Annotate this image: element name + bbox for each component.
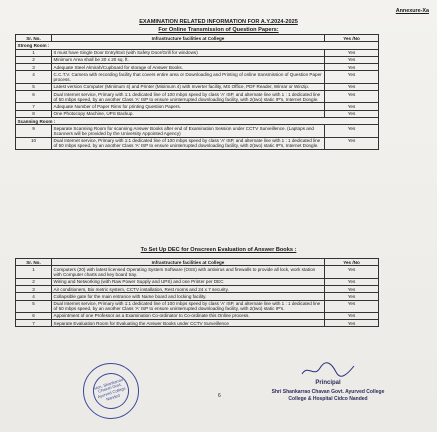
sr-no-cell: 2 (16, 278, 52, 285)
sr-no-cell: 10 (16, 137, 52, 149)
table-header-row (16, 35, 379, 42)
yes-no-cell: Yes (325, 293, 379, 300)
yes-no-cell: Yes (325, 320, 379, 327)
yes-no-cell: Yes (325, 103, 379, 110)
yes-no-cell: Yes (325, 300, 379, 312)
header-yes-no: Yes /No (325, 35, 379, 42)
yes-no-cell: Yes (325, 137, 379, 149)
facility-text-cell: Appointment of one Professor as a Examination Co-ordinator to Co-ordinate this Online process. (52, 312, 325, 319)
sr-no-cell: 3 (16, 285, 52, 292)
document-title: EXAMINATION RELATED INFORMATION FOR A.Y.2024-2025 (139, 19, 298, 25)
facility-text-cell: Wiring and Networking (with Raw Power Supply and UPS) and one Printer per DEC (52, 278, 325, 285)
sr-no-cell: 9 (16, 125, 52, 137)
yes-no-cell: Yes (325, 312, 379, 319)
table-row (16, 110, 379, 117)
facility-text-cell: Latest version Computer (Minimum 4) and Printer (Minimum 4) with Inverter facility, MS Office, PDF Reader, Winrar or Winzip. (52, 83, 325, 90)
section-row-scanning-room (16, 118, 379, 125)
facility-text-cell: Dual Internet service, Primary with 1:1 dedicated line of 100 mbps speed by class 'A' ISP, and alternate line with 1 : 1 dedicated line of 50 mbps speed, by an another Class 'A' ISP to ensure uninterrupted downloading facility, with 2(two) static IP's, Internet Dongle. (52, 91, 325, 103)
table-row (16, 293, 379, 300)
sr-no-cell: 2 (16, 56, 52, 63)
annexure-label: Annexure-Xa (395, 8, 429, 14)
yes-no-cell: Yes (325, 91, 379, 103)
sr-no-cell: 3 (16, 64, 52, 71)
dec-table (15, 258, 379, 327)
yes-no-cell: Yes (325, 285, 379, 292)
facility-text-cell: Adequate Number of Paper Rims for printing Question Papers. (52, 103, 325, 110)
seal-text: Hon. Shankarrao Chavan Govt. Ayurved College Nanded (88, 368, 133, 413)
table-row (16, 56, 379, 63)
sr-no-cell: 4 (16, 71, 52, 83)
facility-text-cell: It must have Single Door Entry/Exit (with Safety Door/Grill for windows) (52, 49, 325, 56)
yes-no-cell: Yes (325, 64, 379, 71)
facility-text-cell: Air conditioners, Bio metric system, CCTV installation, Rest rooms and 24 x 7 security. (52, 285, 325, 292)
header-sr-no: Sr. No. (16, 259, 52, 266)
sr-no-cell: 8 (16, 110, 52, 117)
yes-no-cell: Yes (325, 125, 379, 137)
header-sr-no: Sr. No. (16, 35, 52, 42)
section-label: Strong Room : (16, 42, 379, 49)
table-row (16, 125, 379, 137)
facility-text-cell: Minimum Area shall be 20 x 20 sq. ft. (52, 56, 325, 63)
section-row-strong-room (16, 42, 379, 49)
sr-no-cell: 5 (16, 83, 52, 90)
facility-text-cell: Dual Internet service, Primary with 1:1 dedicated line of 100 mbps speed by class 'A' ISP, and alternate line with 1 : 1 dedicated line of 50 mbps speed, by an another Class 'A' ISP to ensure uninterrupted downloading facility, with 2(two) static IP's, Internet Dongle. (52, 137, 325, 149)
facility-text-cell: Computers (20) with latest licensed Operating System Software (OSS) with antivirus and firewalls to provide all lock, work station with Computer charts and key board tray. (52, 266, 325, 278)
yes-no-cell: Yes (325, 49, 379, 56)
document-subtitle: For Online Transmission of Question Papers: (158, 27, 279, 33)
facility-text-cell: Dual Internet service, Primary with 1:1 dedicated line of 100 mbps speed by class 'A' ISP, and alternate line with 1 : 1 dedicated line of 50 mbps speed, by an another Class 'A' ISP to ensure uninterrupted downloading facility, with 2(two) static IP's. (52, 300, 325, 312)
strong-room-table (15, 34, 379, 150)
table-row (16, 103, 379, 110)
yes-no-cell: Yes (325, 110, 379, 117)
table-row (16, 64, 379, 71)
section-label: Scanning Room : (16, 118, 379, 125)
institution-line-2: College & Hospital Cidco Nanded (288, 396, 368, 402)
facility-text-cell: Adequate Steel Almirah/Cupboard for storage of Answer Books. (52, 64, 325, 71)
signature-block (258, 360, 398, 420)
yes-no-cell: Yes (325, 83, 379, 90)
page-number: 6 (218, 393, 221, 399)
sr-no-cell: 1 (16, 266, 52, 278)
facility-text-cell: C.C.T.V. Camera with recording facility that covers entire area or Downloading and Printing of online transmission of Question Paper process. (52, 71, 325, 83)
header-facilities: Infrastructure facilities at College (52, 35, 325, 42)
table-row (16, 83, 379, 90)
table-row (16, 300, 379, 312)
table-row (16, 49, 379, 56)
sr-no-cell: 1 (16, 49, 52, 56)
table-row (16, 137, 379, 149)
sr-no-cell: 6 (16, 91, 52, 103)
principal-title: Principal (315, 380, 341, 386)
yes-no-cell: Yes (325, 56, 379, 63)
table-row (16, 312, 379, 319)
facility-text-cell: One Photocopy Machine, UPS Backup. (52, 110, 325, 117)
dec-subtitle: To Set Up DEC for Onscreen Evaluation of Answer Books : (140, 247, 297, 253)
facility-text-cell: Separate Evaluation Room for Evaluating the Answer Books under CCTV Surveillence (52, 320, 325, 327)
sr-no-cell: 5 (16, 300, 52, 312)
header-yes-no: Yes /No (325, 259, 379, 266)
yes-no-cell: Yes (325, 278, 379, 285)
facility-text-cell: Separate Scanning Room for scanning Answer Books after end of Examination Session under CCTV Surveillence. (Laptops and Scanners will be provided by the University Appointed Agency) (52, 125, 325, 137)
sr-no-cell: 7 (16, 103, 52, 110)
table-row (16, 71, 379, 83)
facility-text-cell: Collapsible gate for the main entrance with Name board and locking facility. (52, 293, 325, 300)
handwritten-signature (298, 360, 358, 380)
header-facilities: Infrastructure facilities at College (52, 259, 325, 266)
yes-no-cell: Yes (325, 71, 379, 83)
table-row (16, 278, 379, 285)
sr-no-cell: 6 (16, 312, 52, 319)
yes-no-cell: Yes (325, 266, 379, 278)
institution-line-1: Shri Shankarrao Chavan Govt. Ayurved College (271, 389, 385, 395)
sr-no-cell: 7 (16, 320, 52, 327)
table-row (16, 320, 379, 327)
table-row (16, 266, 379, 278)
college-seal-stamp (83, 363, 139, 419)
sr-no-cell: 4 (16, 293, 52, 300)
table-row (16, 285, 379, 292)
table-row (16, 91, 379, 103)
table-header-row (16, 259, 379, 266)
